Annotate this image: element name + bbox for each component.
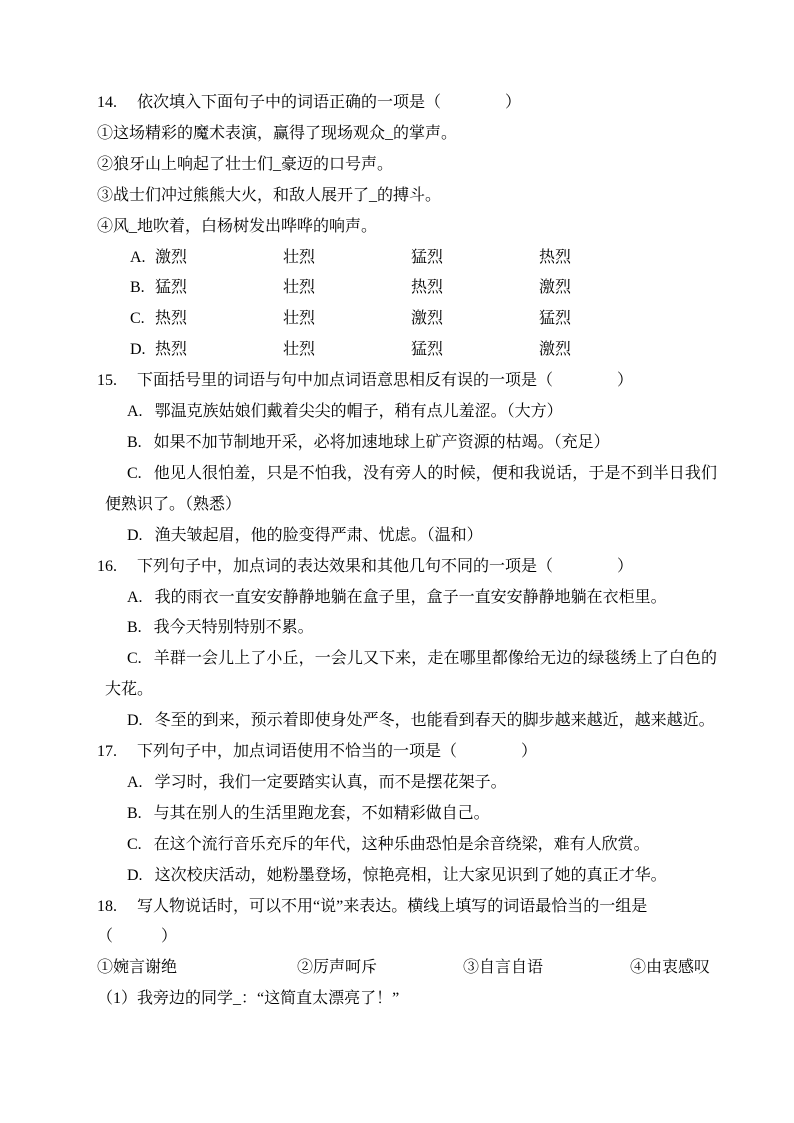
- question-14-stem: [97, 88, 717, 119]
- choice-row-c: [97, 304, 717, 335]
- sentence-item-2: ②狼牙山上响起了壮士们_豪迈的口号声。: [97, 155, 394, 173]
- question-18-stem: [97, 892, 717, 923]
- question-17: [97, 737, 717, 892]
- choice-text: 如果不加节制地开采，必将加速地球上矿产资源的枯竭。（充足）: [153, 433, 610, 451]
- choice-row-d: [97, 706, 717, 737]
- question-number: 14.: [97, 94, 117, 111]
- word-option-1: ①婉言谢绝: [97, 959, 178, 977]
- choice-word-2: 壮烈: [283, 341, 316, 359]
- choice-text: 学习时，我们一定要踏实认真，而不是摆花架子。: [154, 773, 507, 791]
- choice-text: 鄂温克族姑娘们戴着尖尖的帽子，稍有点儿羞涩。（大方）: [154, 403, 563, 421]
- word-option-2: ②厉声呵斥: [297, 959, 378, 977]
- choice-row-d: [97, 861, 717, 892]
- choice-word-4: 激烈: [539, 341, 572, 359]
- word-option-3: ③自言自语: [463, 959, 544, 977]
- choice-row-a: [97, 768, 717, 799]
- choice-word-3: 热烈: [411, 279, 444, 297]
- choice-text: 我今天特别特别不累。: [153, 619, 314, 637]
- choice-label: D.: [127, 712, 143, 730]
- choice-label: C.: [127, 835, 142, 853]
- choice-label: D.: [130, 341, 146, 359]
- question-14: [97, 88, 717, 366]
- choice-word-1: 热烈: [155, 310, 188, 328]
- choice-word-4: 猛烈: [539, 310, 572, 328]
- choice-row-d: [97, 521, 717, 552]
- choice-row-b: [97, 273, 717, 304]
- choice-label: B.: [127, 433, 142, 451]
- choice-label: A.: [127, 588, 143, 606]
- choice-word-1: 热烈: [155, 341, 188, 359]
- question-stem-text: 下列句子中，加点词的表达效果和其他几句不同的一项是（ ）: [137, 557, 634, 575]
- question-stem-text: 依次填入下面句子中的词语正确的一项是（ ）: [137, 94, 522, 111]
- question-17-stem: [97, 737, 717, 768]
- choice-label: C.: [127, 464, 142, 482]
- choice-label: A.: [127, 773, 143, 791]
- word-options-row: [97, 953, 717, 984]
- choice-label: B.: [127, 804, 142, 822]
- choice-label: D.: [127, 526, 143, 544]
- question-stem-text: 写人物说话时，可以不用“说”来表达。横线上填写的词语最恰当的一组是: [137, 897, 648, 915]
- choice-label: C.: [130, 310, 145, 328]
- word-option-4: ④由衷感叹: [630, 959, 711, 977]
- question-18: [97, 892, 717, 1016]
- choice-word-1: 猛烈: [155, 279, 188, 297]
- choice-text: 冬至的到来，预示着即使身处严冬，也能看到春天的脚步越来越近，越来越近。: [154, 712, 715, 730]
- question-15: [97, 366, 717, 551]
- choice-label: C.: [127, 650, 142, 668]
- choice-text: 在这个流行音乐充斥的年代，这种乐曲恐怕是余音绕梁，难有人欣赏。: [153, 835, 650, 853]
- choice-text: 他见人很怕羞，只是不怕我，没有旁人的时候，便和我说话，于是不到半日我们便熟识了。（熟悉）: [105, 464, 717, 513]
- choice-row-a: [97, 397, 717, 428]
- choice-row-a: [97, 583, 717, 614]
- choice-text: 我的雨衣一直安安静静地躺在盒子里，盒子一直安安静静地躺在衣柜里。: [154, 588, 667, 606]
- exam-content: [97, 88, 717, 1015]
- choice-label: A.: [127, 403, 143, 421]
- choice-word-4: 热烈: [539, 248, 572, 266]
- question-stem-text: 下列句子中，加点词语使用不恰当的一项是（ ）: [137, 743, 538, 761]
- choice-row-c: [97, 830, 717, 861]
- fill-sentence-1: （1）我旁边的同学_：“这简直太漂亮了！”: [97, 990, 400, 1008]
- sentence-item-1: ①这场精彩的魔术表演，赢得了现场观众_的掌声。: [97, 124, 458, 142]
- choice-label: D.: [127, 866, 143, 884]
- choice-row-a: [97, 243, 717, 274]
- question-stem-text: 下面括号里的词语与句中加点词语意思相反有误的一项是（ ）: [137, 372, 634, 390]
- choice-text: 羊群一会儿上了小丘，一会儿又下来，走在哪里都像给无边的绿毯绣上了白色的大花。: [105, 650, 717, 699]
- choice-text: 渔夫皱起眉，他的脸变得严肃、忧虑。（温和）: [154, 526, 483, 544]
- question-16: [97, 552, 717, 737]
- choice-word-2: 壮烈: [283, 248, 316, 266]
- question-number: 15.: [97, 372, 117, 390]
- choice-word-2: 壮烈: [283, 279, 316, 297]
- choice-label: B.: [127, 619, 142, 637]
- choice-word-1: 激烈: [155, 248, 188, 266]
- question-18-answer-blank: （ ）: [97, 928, 178, 946]
- choice-label: A.: [130, 248, 146, 266]
- question-16-stem: [97, 552, 717, 583]
- sentence-item-4: ④风_地吹着，白杨树发出哗哗的响声。: [97, 217, 378, 235]
- choice-word-3: 猛烈: [411, 341, 444, 359]
- choice-row-b: [97, 428, 717, 459]
- choice-word-3: 激烈: [411, 310, 444, 328]
- sentence-item-3: ③战士们冲过熊熊大火，和敌人展开了_的搏斗。: [97, 186, 442, 204]
- choice-word-4: 激烈: [539, 279, 572, 297]
- question-number: 16.: [97, 557, 117, 575]
- choice-row-b: [97, 799, 717, 830]
- choice-row-c: [97, 644, 717, 706]
- choice-row-b: [97, 613, 717, 644]
- choice-label: B.: [130, 279, 145, 297]
- question-number: 18.: [97, 897, 117, 915]
- question-15-stem: [97, 366, 717, 397]
- choice-word-2: 壮烈: [283, 310, 316, 328]
- choice-row-c: [97, 459, 717, 521]
- choice-word-3: 猛烈: [411, 248, 444, 266]
- choice-row-d: [97, 335, 717, 366]
- choice-text: 这次校庆活动，她粉墨登场，惊艳亮相，让大家见识到了她的真正才华。: [154, 866, 667, 884]
- choice-text: 与其在别人的生活里跑龙套，不如精彩做自己。: [153, 804, 490, 822]
- question-number: 17.: [97, 743, 117, 761]
